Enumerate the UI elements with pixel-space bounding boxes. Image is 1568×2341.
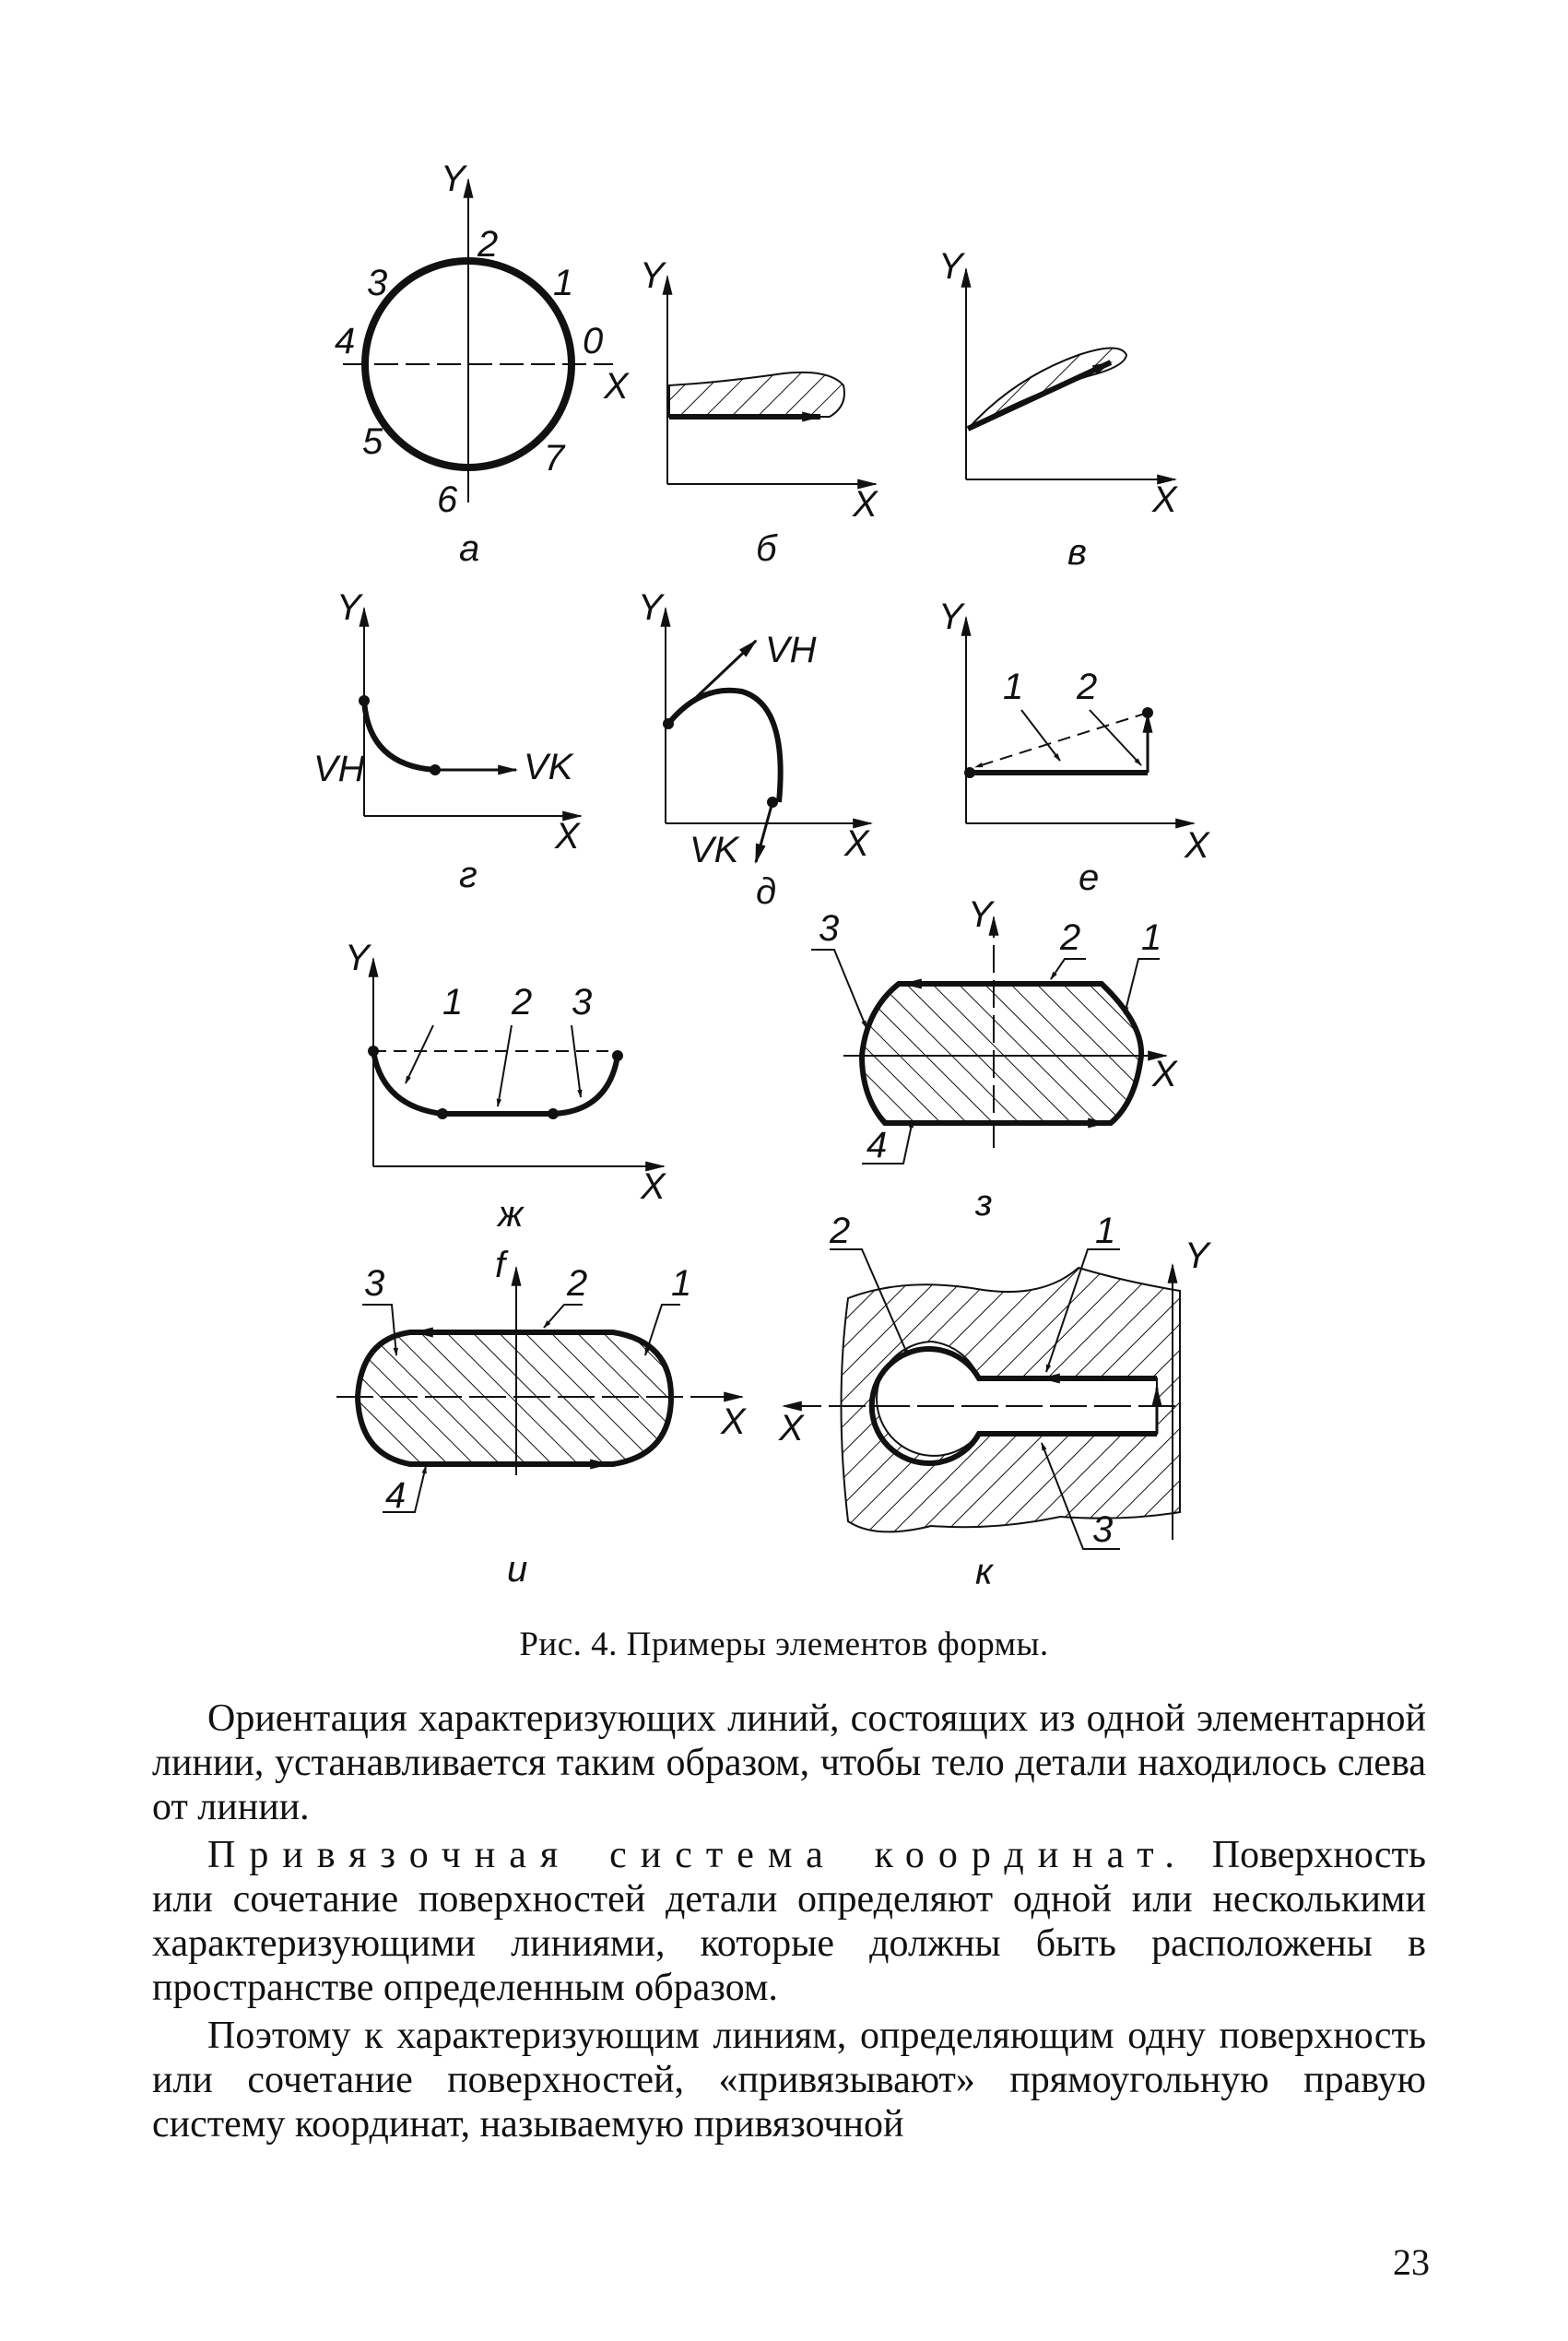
subfig-a — [335, 159, 630, 569]
svg-text:Y: Y — [640, 255, 665, 296]
svg-text:X: X — [779, 1408, 804, 1448]
paragraph-3: Поэтому к характеризующим линиям, определяющим одну поверхность или сочетание поверхностей, «привязывают» прямоугольную правую систему координат, называемую привязочной — [152, 2015, 1426, 2146]
svg-text:X: X — [1152, 479, 1177, 520]
svg-text:и: и — [507, 1549, 528, 1586]
svg-text:3: 3 — [367, 263, 388, 303]
svg-text:Y: Y — [441, 159, 466, 199]
svg-text:2: 2 — [512, 982, 533, 1023]
subfig-k — [778, 1211, 1212, 1586]
svg-text:3: 3 — [819, 908, 840, 949]
svg-text:6: 6 — [437, 479, 458, 520]
svg-text:2: 2 — [567, 1263, 588, 1304]
svg-text:Y: Y — [345, 938, 370, 978]
svg-text:б: б — [756, 528, 777, 569]
svg-text:1: 1 — [671, 1263, 692, 1304]
svg-text:4: 4 — [335, 321, 356, 361]
paragraph-1: Ориентация характеризующих линий, состоящих из одной элементарной линии, устанавливается таким образом, чтобы тело детали находилось слева от линии. — [152, 1697, 1426, 1828]
svg-text:е: е — [1079, 857, 1100, 898]
svg-text:г: г — [459, 855, 477, 895]
svg-text:2: 2 — [1060, 917, 1081, 958]
svg-text:3: 3 — [572, 982, 593, 1023]
svg-text:3: 3 — [364, 1263, 385, 1304]
svg-text:0: 0 — [583, 321, 604, 361]
svg-text:Y: Y — [938, 597, 963, 637]
svg-text:X: X — [721, 1401, 746, 1442]
svg-text:X: X — [1152, 1054, 1177, 1094]
svg-text:VK: VK — [690, 830, 739, 870]
svg-text:4: 4 — [867, 1125, 888, 1165]
svg-text:X: X — [1185, 825, 1209, 866]
svg-text:Y: Y — [336, 587, 361, 628]
subfig-g — [313, 587, 581, 895]
svg-text:1: 1 — [1141, 917, 1162, 958]
svg-text:а: а — [459, 528, 480, 569]
svg-text:д: д — [756, 871, 777, 912]
svg-text:3: 3 — [1092, 1509, 1114, 1550]
svg-text:5: 5 — [362, 421, 383, 462]
svg-text:X: X — [641, 1166, 666, 1207]
subfig-zh — [345, 938, 666, 1235]
svg-text:Y: Y — [1185, 1236, 1209, 1276]
svg-text:з: з — [975, 1183, 993, 1224]
svg-text:1: 1 — [553, 263, 574, 303]
svg-text:Y: Y — [968, 894, 993, 935]
subfig-z — [811, 894, 1178, 1224]
svg-text:2: 2 — [1077, 667, 1098, 707]
svg-text:1: 1 — [1003, 667, 1024, 707]
subfig-e — [938, 597, 1210, 898]
subfig-b — [640, 255, 878, 569]
svg-text:Y: Y — [938, 246, 963, 287]
svg-text:в: в — [1067, 532, 1087, 573]
subfig-d — [638, 587, 871, 912]
subfig-v — [938, 246, 1178, 573]
paragraph-2 — [152, 1833, 1426, 2010]
svg-text:VH: VH — [765, 630, 817, 670]
figure-caption: Рис. 4. Примеры элементов формы. — [519, 1626, 1049, 1663]
svg-text:ж: ж — [498, 1194, 524, 1235]
svg-text:4: 4 — [385, 1475, 407, 1516]
paragraph-2-body: Поверхность или сочетание поверхностей детали определяют одной или несколькими характеризующими линиями, которые должны быть расположены в пространстве определенным образом. — [152, 1834, 1427, 2009]
svg-text:1: 1 — [1095, 1211, 1116, 1251]
svg-text:VH: VH — [313, 749, 365, 789]
page-number: 23 — [1393, 2241, 1430, 2283]
subfig-i — [336, 1245, 747, 1586]
svg-text:1: 1 — [442, 982, 464, 1023]
svg-text:X: X — [604, 366, 629, 407]
svg-text:X: X — [844, 823, 869, 864]
svg-text:7: 7 — [544, 438, 565, 479]
svg-text:VK: VK — [524, 747, 573, 787]
svg-text:к: к — [975, 1552, 993, 1586]
paragraph-2-heading: Привязочная система координат. — [207, 1834, 1188, 1876]
svg-text:2: 2 — [477, 224, 499, 265]
svg-text:X: X — [555, 816, 580, 857]
body-text — [152, 1697, 1426, 2146]
svg-text:2: 2 — [830, 1211, 851, 1251]
svg-text:X: X — [853, 484, 878, 525]
svg-text:f: f — [495, 1245, 506, 1285]
svg-text:Y: Y — [638, 587, 663, 628]
